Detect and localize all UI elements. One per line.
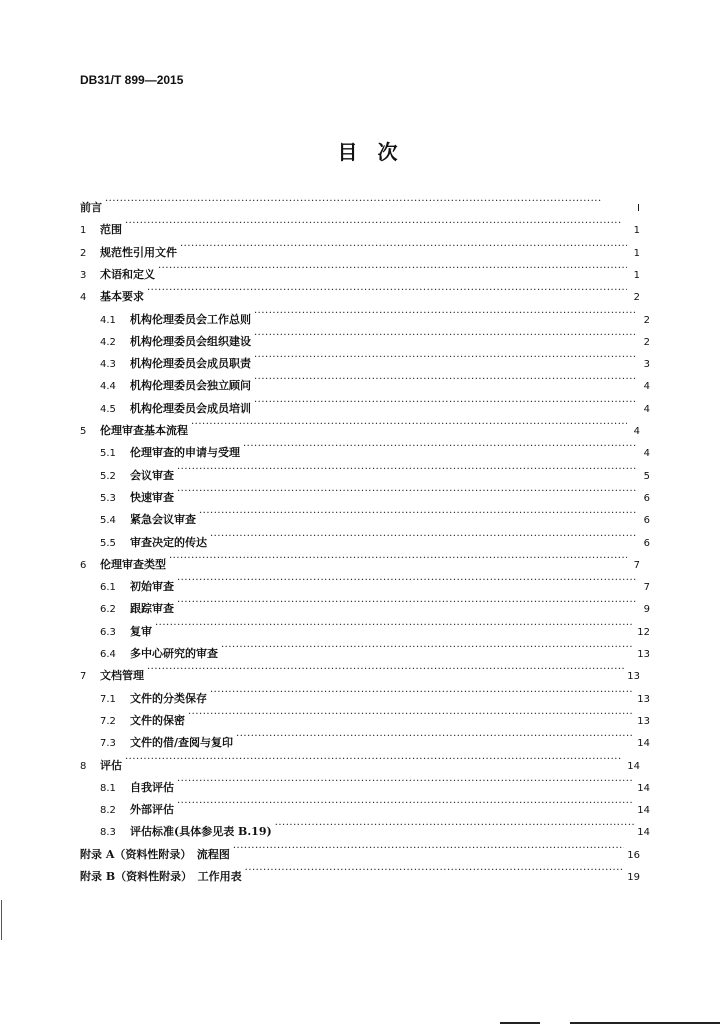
toc-entry-title: 伦理审查类型 xyxy=(100,557,166,571)
toc-entry[interactable] xyxy=(90,461,650,482)
toc-entry-page: 7 xyxy=(643,582,650,594)
toc-entry[interactable] xyxy=(90,617,650,638)
toc-entry-title: 前言 xyxy=(80,201,102,214)
toc-entry[interactable] xyxy=(90,349,650,371)
toc-entry-page: 2 xyxy=(633,292,640,304)
toc-entry-title: 机构伦理委员会成员培训 xyxy=(130,401,251,415)
toc-entry-title: 外部评估 xyxy=(130,803,174,817)
toc-dot-leader xyxy=(275,817,635,835)
toc-dot-leader xyxy=(254,327,637,345)
toc-dot-leader xyxy=(177,795,634,813)
toc-entry[interactable] xyxy=(90,728,650,750)
toc-entry[interactable] xyxy=(80,840,640,861)
toc-entry-page: 6 xyxy=(643,515,650,527)
toc-entry-title: 规范性引用文件 xyxy=(100,245,177,259)
toc-entry[interactable] xyxy=(80,661,640,683)
toc-entry-number: 2 xyxy=(80,247,87,259)
toc-entry-page: 14 xyxy=(637,782,650,794)
toc-dot-leader xyxy=(105,193,627,211)
toc-entry-page: 4 xyxy=(633,426,640,437)
toc-entry-title: 紧急会议审查 xyxy=(130,513,196,527)
toc-entry-page: 2 xyxy=(643,314,650,326)
toc-entry-page: I xyxy=(637,203,640,214)
toc-entry[interactable] xyxy=(90,305,650,326)
toc-entry[interactable] xyxy=(80,193,640,214)
toc-title-text: 目 次 xyxy=(337,140,398,164)
toc-entry-page: 1 xyxy=(633,269,640,281)
toc-entry-title: 附录 B（资料性附录） 工作用表 xyxy=(80,870,242,883)
toc-entry[interactable] xyxy=(90,528,650,549)
toc-dot-leader xyxy=(125,751,624,769)
toc-dot-leader xyxy=(177,483,637,501)
toc-entry[interactable] xyxy=(90,394,650,415)
toc-dot-leader xyxy=(125,215,627,233)
toc-entry-page: 14 xyxy=(637,738,650,750)
toc-entry-title: 快速审查 xyxy=(130,490,174,504)
toc-dot-leader xyxy=(210,528,637,546)
toc-entry-page: 4 xyxy=(643,403,650,415)
toc-entry-page: 14 xyxy=(637,805,650,817)
toc-entry-title: 初始审查 xyxy=(130,580,174,594)
toc-entry-title: 机构伦理委员会组织建设 xyxy=(130,334,251,348)
toc-entry-title: 范围 xyxy=(100,223,122,237)
toc-entry[interactable] xyxy=(80,282,640,304)
toc-entry-page: 16 xyxy=(627,849,640,861)
toc-dot-leader xyxy=(254,394,637,412)
toc-entry-number: 6 xyxy=(80,559,87,571)
toc-entry-number: 5.2 xyxy=(100,470,116,482)
toc-entry-number: 8.3 xyxy=(100,827,116,839)
toc-entry-page: 9 xyxy=(643,604,650,616)
toc-dot-leader xyxy=(254,371,637,389)
toc-dot-leader xyxy=(191,416,627,434)
toc-entry-number: 4.3 xyxy=(100,359,116,371)
toc-entry[interactable] xyxy=(80,416,640,437)
toc-entry[interactable] xyxy=(90,438,650,460)
toc-entry-page: 14 xyxy=(637,827,650,839)
toc-entry-number: 8 xyxy=(80,760,87,772)
toc-entry-page: 5 xyxy=(643,470,650,482)
toc-entry-title: 评估 xyxy=(100,758,122,772)
toc-entry-number: 4.5 xyxy=(100,403,116,415)
toc-entry-number: 8.1 xyxy=(100,782,116,794)
toc-entry-number: 3 xyxy=(80,269,87,281)
document-code: DB31/T 899—2015 xyxy=(80,73,184,87)
toc-entry-page: 4 xyxy=(643,448,650,460)
toc-dot-leader xyxy=(177,461,637,479)
toc-entry-title: 机构伦理委员会成员职责 xyxy=(130,357,251,371)
toc-entry-page: 13 xyxy=(637,715,650,727)
toc-entry-number: 4.2 xyxy=(100,336,116,348)
toc-entry-title: 术语和定义 xyxy=(100,267,155,281)
toc-entry-page: 3 xyxy=(643,359,650,371)
toc-entry-number: 6.3 xyxy=(100,626,116,638)
toc-entry-title: 伦理审查的申请与受理 xyxy=(130,446,240,460)
toc-entry-title: 多中心研究的审查 xyxy=(130,647,218,660)
toc-entry-page: 6 xyxy=(643,537,650,549)
toc-entry[interactable] xyxy=(90,639,650,660)
toc-entry[interactable] xyxy=(90,327,650,348)
toc-entry-title: 复审 xyxy=(130,624,152,638)
toc-entry[interactable] xyxy=(90,371,650,393)
toc-entry-page: 7 xyxy=(633,559,640,571)
toc-entry-number: 4.4 xyxy=(100,381,116,393)
toc-entry-title: 审查决定的传达 xyxy=(130,535,207,549)
toc-entry-title: 文件的保密 xyxy=(130,713,185,727)
scan-edge-mark xyxy=(1,900,2,940)
toc-dot-leader xyxy=(243,438,637,456)
toc-entry-title: 机构伦理委员会工作总则 xyxy=(130,312,251,326)
toc-dot-leader xyxy=(210,684,634,702)
toc-dot-leader xyxy=(158,260,627,278)
toc-entry-page: 1 xyxy=(633,225,640,237)
toc-entry-number: 5.4 xyxy=(100,515,116,527)
toc-entry-title: 文件的分类保存 xyxy=(130,691,207,705)
toc-entry-page: 12 xyxy=(637,626,650,638)
toc-dot-leader xyxy=(199,505,637,523)
toc-entry[interactable] xyxy=(80,550,640,571)
toc-entry[interactable] xyxy=(80,751,640,772)
toc-entry-number: 5.5 xyxy=(100,537,116,549)
toc-entry-page: 13 xyxy=(627,671,640,683)
toc-entry-page: 14 xyxy=(627,760,640,772)
toc-entry-number: 6.1 xyxy=(100,582,116,594)
toc-dot-leader xyxy=(236,728,634,746)
toc-entry-number: 8.2 xyxy=(100,805,116,817)
toc-dot-leader xyxy=(177,773,634,791)
toc-dot-leader xyxy=(177,572,637,590)
toc-entry-number: 7.2 xyxy=(100,715,116,727)
toc-dot-leader xyxy=(180,238,627,256)
toc-entry[interactable] xyxy=(90,684,650,705)
toc-entry-number: 7.1 xyxy=(100,693,116,705)
toc-entry[interactable] xyxy=(90,483,650,504)
toc-entry[interactable] xyxy=(90,795,650,817)
toc-entry-page: 19 xyxy=(627,872,640,883)
toc-dot-leader xyxy=(147,282,627,300)
toc-dot-leader xyxy=(155,617,634,635)
toc-entry[interactable] xyxy=(80,260,640,281)
toc-entry-number: 5 xyxy=(80,426,87,437)
toc-entry-page: 4 xyxy=(643,381,650,393)
toc-entry-number: 5.1 xyxy=(100,448,116,460)
toc-dot-leader xyxy=(245,862,625,880)
toc-dot-leader xyxy=(254,349,637,367)
toc-entry-page: 1 xyxy=(633,247,640,259)
toc-dot-leader xyxy=(254,305,637,323)
toc-entry-title: 会议审查 xyxy=(130,468,174,482)
toc-dot-leader xyxy=(233,840,624,858)
toc-entry[interactable] xyxy=(80,862,640,883)
toc-entry-number: 5.3 xyxy=(100,492,116,504)
toc-entry-number: 7.3 xyxy=(100,738,116,750)
toc-entry-title: 附录 A（资料性附录） 流程图 xyxy=(80,847,230,861)
toc-entry-page: 6 xyxy=(643,492,650,504)
toc-dot-leader xyxy=(169,550,627,568)
toc-dot-leader xyxy=(147,661,624,679)
toc-entry[interactable] xyxy=(90,572,650,594)
toc-entry-number: 7 xyxy=(80,671,87,683)
toc-entry-title: 伦理审查基本流程 xyxy=(100,424,188,437)
toc-entry[interactable] xyxy=(80,215,640,237)
toc-dot-leader xyxy=(177,594,637,612)
toc-entry-number: 6.4 xyxy=(100,649,116,660)
toc-entry-page: 13 xyxy=(637,649,650,660)
toc-entry[interactable] xyxy=(90,594,650,616)
toc-entry-title: 评估标准(具体参见表 B.19) xyxy=(130,825,272,839)
toc-entry-number: 1 xyxy=(80,225,87,237)
toc-entry[interactable] xyxy=(90,773,650,794)
toc-entry-title: 自我评估 xyxy=(130,780,174,794)
toc-entry-page: 2 xyxy=(643,336,650,348)
toc-entry[interactable] xyxy=(90,817,650,839)
toc-entry-title: 文档管理 xyxy=(100,669,144,683)
toc-entry-title: 机构伦理委员会独立顾问 xyxy=(130,379,251,393)
toc-dot-leader xyxy=(188,706,634,724)
toc-entry-title: 基本要求 xyxy=(100,290,144,304)
toc-entry-title: 文件的借/查阅与复印 xyxy=(130,736,234,750)
toc-title xyxy=(0,136,721,165)
toc-entry-number: 4.1 xyxy=(100,314,116,326)
toc-entry-number: 6.2 xyxy=(100,604,116,616)
toc-entry-page: 13 xyxy=(637,693,650,705)
toc-entry[interactable] xyxy=(90,505,650,527)
toc-entry-title: 跟踪审查 xyxy=(130,602,174,616)
toc-entry[interactable] xyxy=(80,238,640,259)
toc-entry-number: 4 xyxy=(80,292,87,304)
toc-dot-leader xyxy=(221,639,634,657)
toc-entry[interactable] xyxy=(90,706,650,727)
